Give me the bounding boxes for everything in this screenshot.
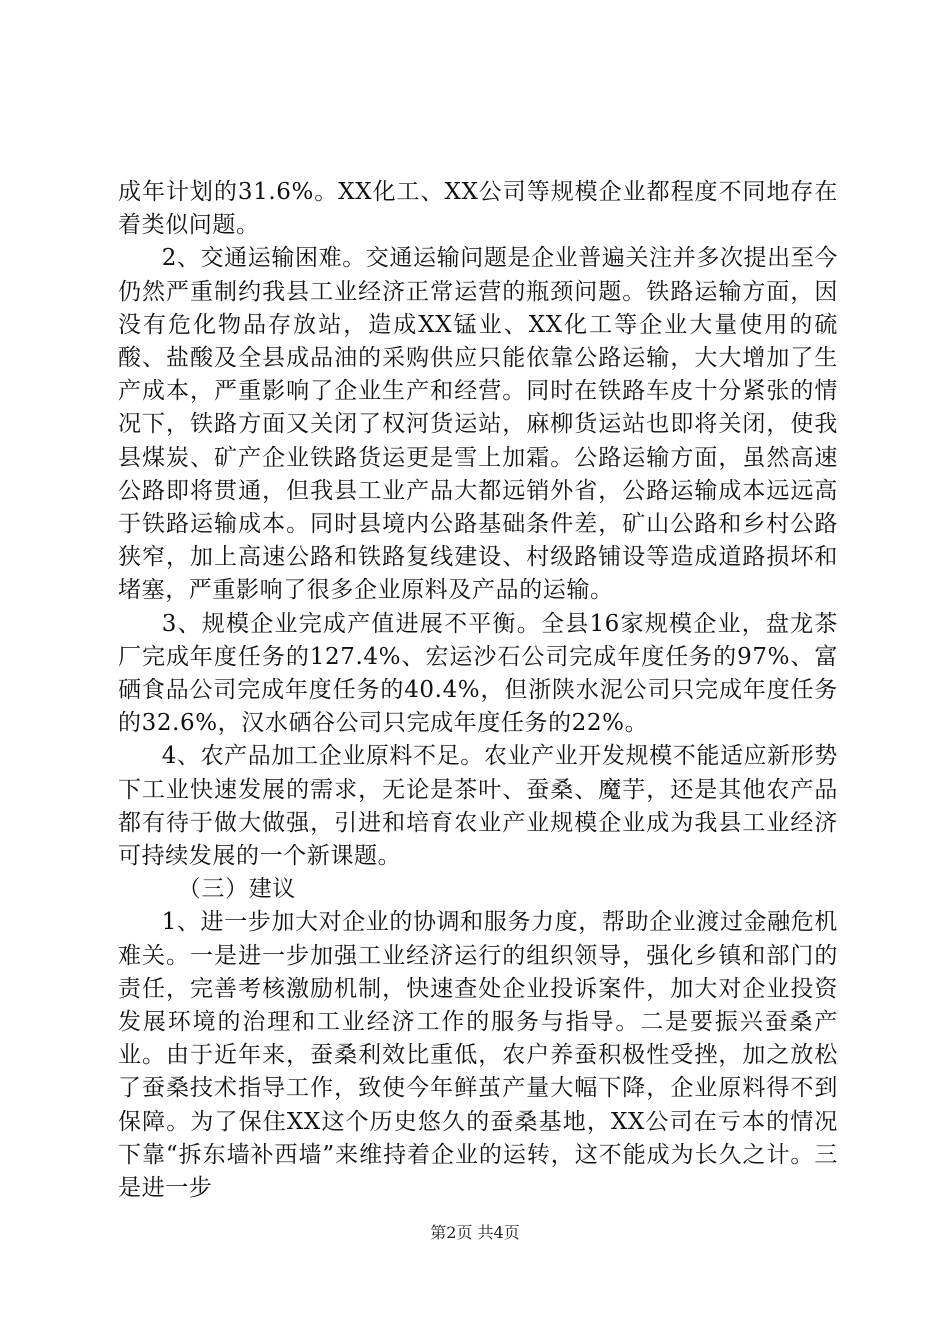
paragraph-transport: 2、交通运输困难。交通运输问题是企业普遍关注并多次提出至今仍然严重制约我县工业经济正常运营的瓶颈问题。铁路运输方面，因没有危化物品存放站，造成XX锰业、XX化工等企业大量使用的硫酸、盐酸及全县成品油的采购供应只能依靠公路运输，大大增加了生产成本，严重影响了企业生产和经营。同时在铁路车皮十分紧张的情况下，铁路方面又关闭了权河货运站，麻柳货运站也即将关闭，使我县煤炭、矿产企业铁路货运更是雪上加霜。公路运输方面，虽然高速公路即将贯通，但我县工业产品大都远销外省，公路运输成本远远高于铁路运输成本。同时县境内公路基础条件差，矿山公路和乡村公路狭窄，加上高速公路和铁路复线建设、村级路铺设等造成道路损坏和堵塞，严重影响了很多企业原料及产品的运输。 bbox=[118, 245, 838, 604]
paragraph-output-balance: 3、规模企业完成产值进展不平衡。全县16家规模企业，盘龙茶厂完成年度任务的127.4%、宏运沙石公司完成年度任务的97%、富硒食品公司完成年度任务的40.4%，但浙陕水泥公司只完成年度任务的32.6%，汉水硒谷公司只完成年度任务的22%。 bbox=[118, 610, 838, 737]
paragraph-continuation: 成年计划的31.6%。XX化工、XX公司等规模企业都程度不同地存在着类似问题。 bbox=[118, 179, 838, 239]
paragraph-raw-materials: 4、农产品加工企业原料不足。农业产业开发规模不能适应新形势下工业快速发展的需求，无论是茶叶、蚕桑、魔芋，还是其他农产品都有待于做大做强，引进和培育农业产业规模企业成为我县工业经济可持续发展的一个新课题。 bbox=[118, 743, 838, 870]
document-body bbox=[118, 176, 838, 1205]
section-heading-suggestions: （三）建议 bbox=[177, 876, 296, 903]
paragraph-suggestion-1: 1、进一步加大对企业的协调和服务力度，帮助企业渡过金融危机难关。一是进一步加强工业经济运行的组织领导，强化乡镇和部门的责任，完善考核激励机制，快速查处企业投诉案件，加大对企业投资发展环境的治理和工业经济工作的服务与指导。二是要振兴蚕桑产业。由于近年来，蚕桑利效比重低，农户养蚕积极性受挫，加之放松了蚕桑技术指导工作，致使今年鲜茧产量大幅下降，企业原料得不到保障。为了保住XX这个历史悠久的蚕桑基地，XX公司在亏本的情况下靠“拆东墙补西墙”来维持着企业的运转，这不能成为长久之计。三是进一步 bbox=[118, 909, 838, 1202]
page-footer: 第2页 共4页 bbox=[430, 1223, 520, 1242]
